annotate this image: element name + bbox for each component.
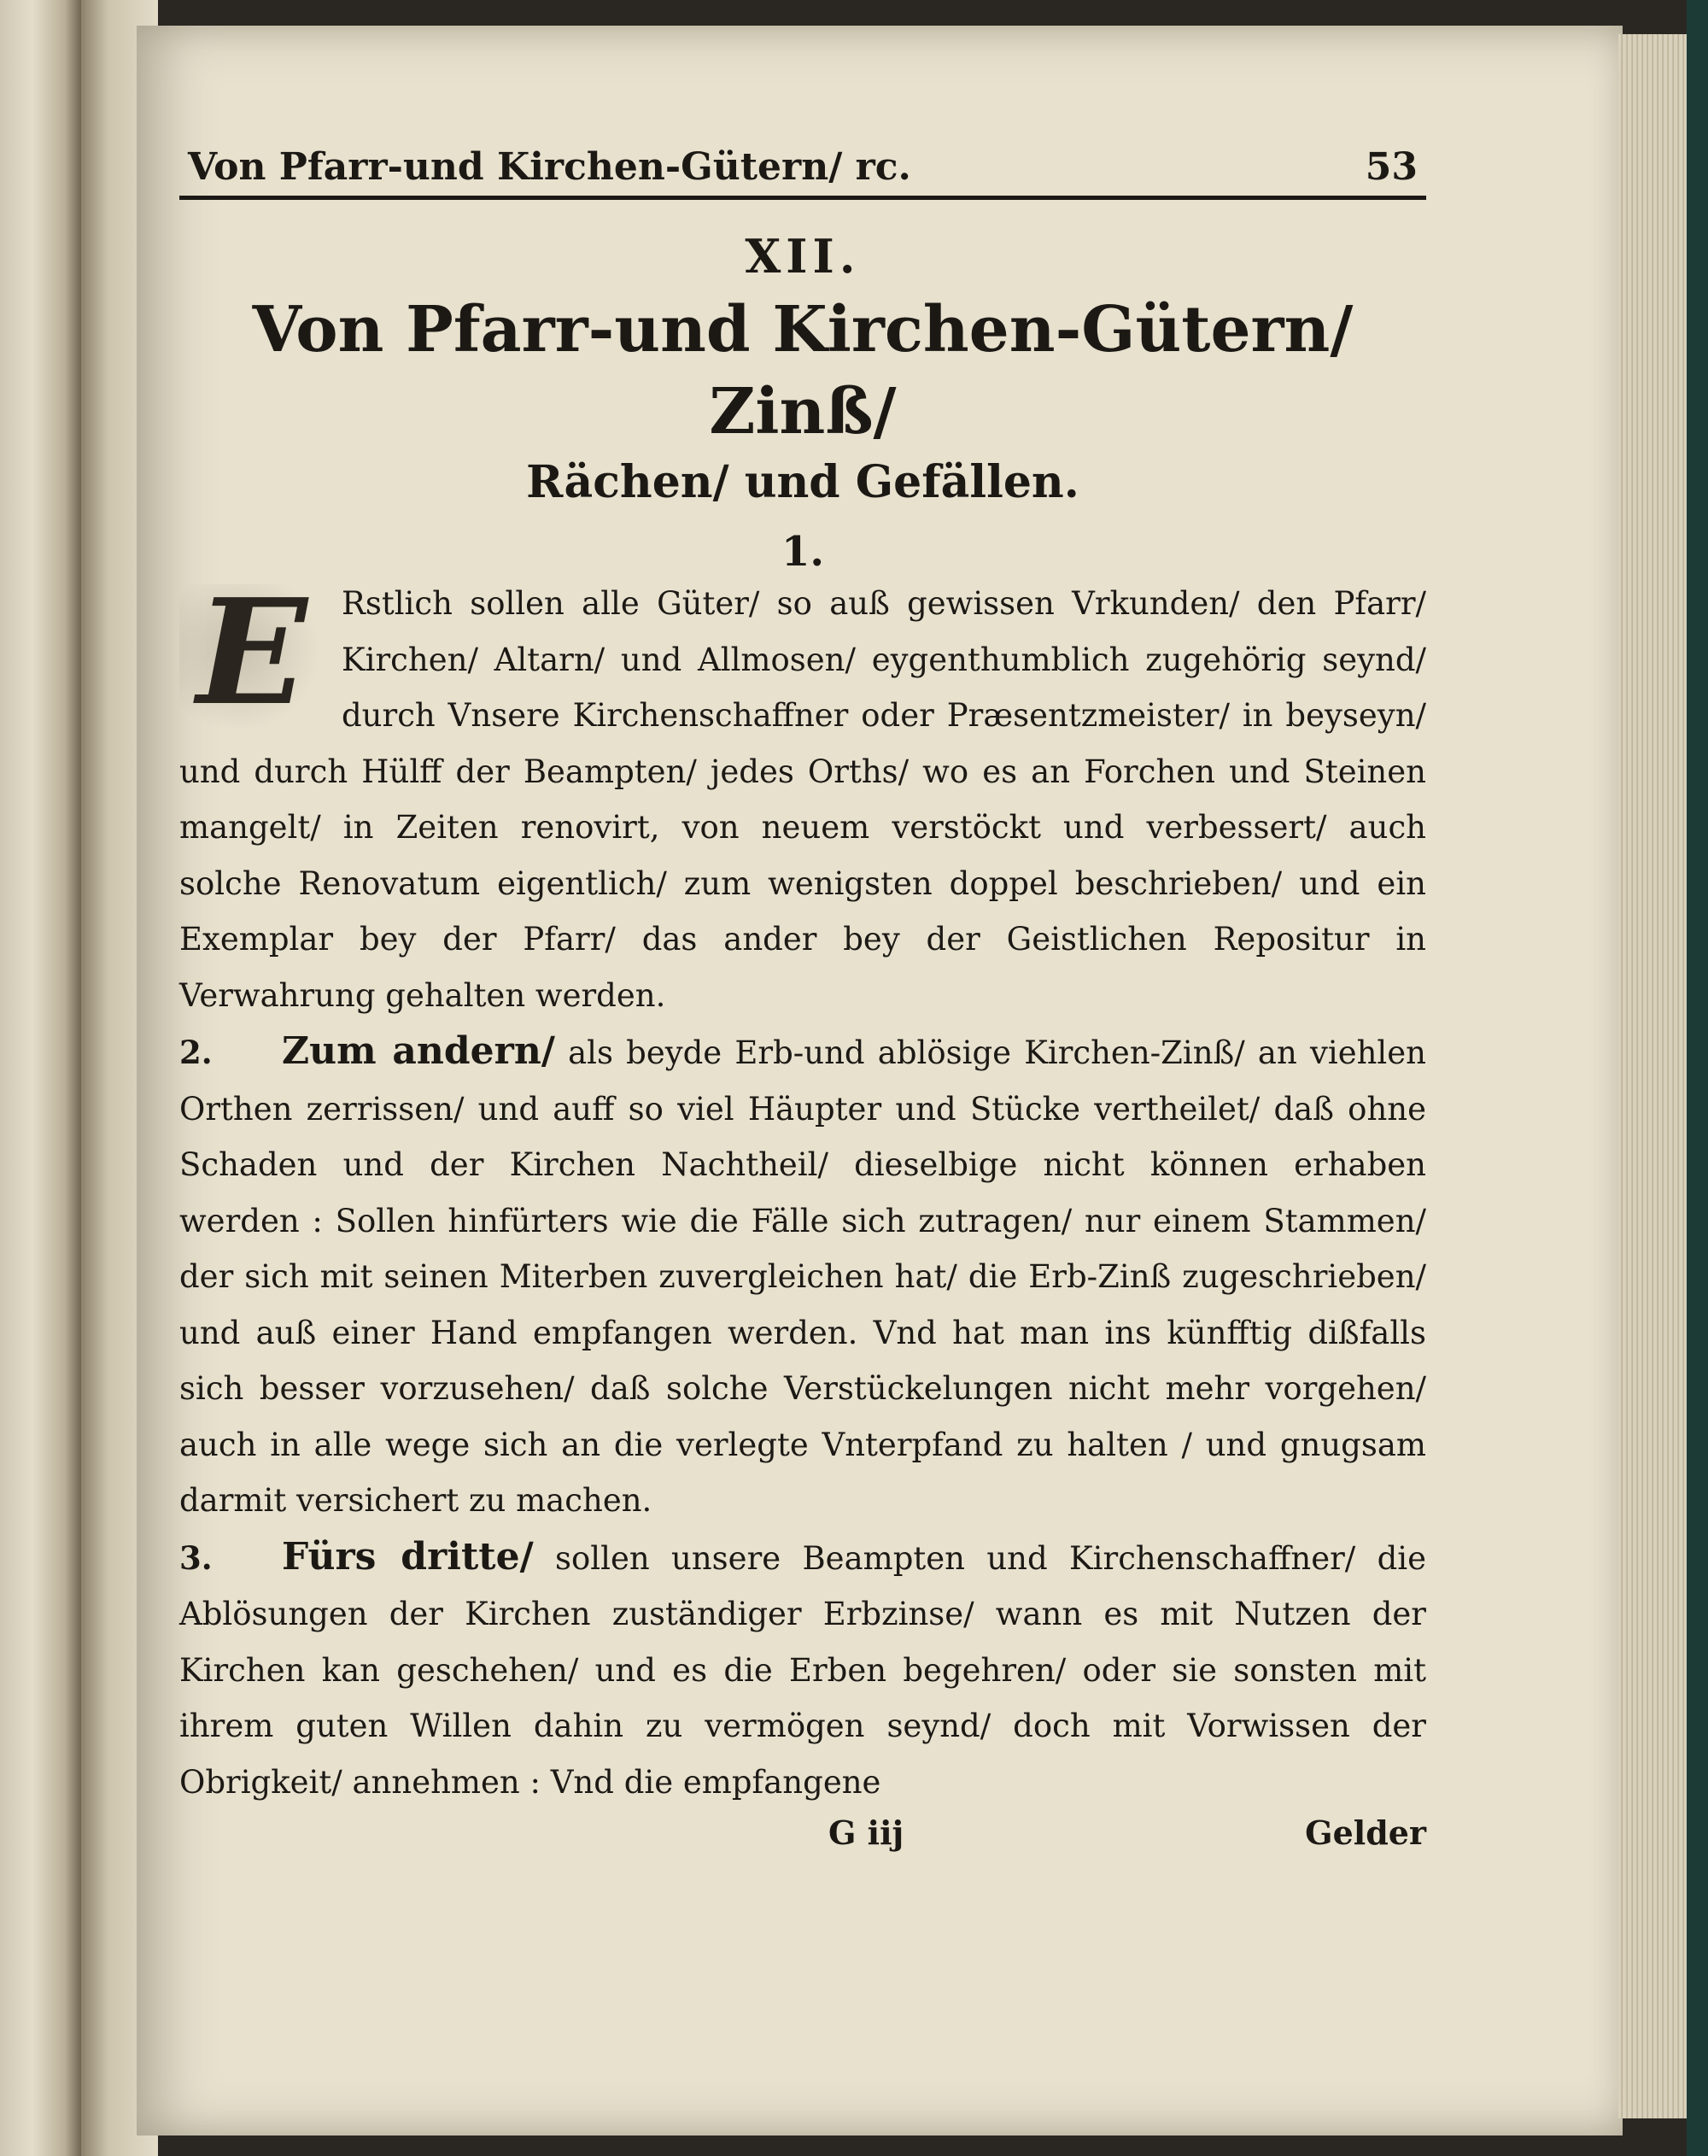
chapter-subtitle: Rächen/ und Gefällen. [526, 456, 1079, 508]
section-3-lead: Fürs dritte/ [282, 1534, 534, 1579]
signature-mark: G iij [828, 1813, 904, 1852]
catchword: Gelder [1305, 1813, 1426, 1852]
chapter-title: Von Pfarr-und Kirchen-Gütern/ Zinß/ [252, 293, 1354, 448]
section-2-paragraph [179, 1023, 1426, 1529]
running-head-title: Von Pfarr-und Kirchen-Gütern/ rc. [188, 145, 911, 189]
running-head [179, 145, 1426, 200]
section-1-paragraph [179, 567, 1426, 1023]
section-3-text: sollen unsere Beampten und Kirchenschaffner/ die Ablösungen der Kirchen zuständiger Erbzinse/ wann es mit Nutzen der Kirchen kan geschehen/ und es die Erben begehren/ oder sie sonsten mit ihrem guten Willen dahin zu vermögen seynd/ doch mit Vorwissen der Obrigkeit/ annehmen : Vnd die empfangene [179, 1539, 1426, 1801]
section-2-lead: Zum andern/ [282, 1029, 555, 1073]
section-number-3: 3. [179, 1538, 213, 1577]
section-number-2: 2. [179, 1034, 213, 1071]
page-footer [179, 1813, 1426, 1852]
chapter-number: XII. [745, 229, 861, 284]
decorated-initial: E [179, 584, 325, 729]
left-page-edge [0, 0, 81, 2156]
page-content [179, 145, 1426, 1852]
book-cover [1687, 0, 1708, 2156]
section-3-paragraph [179, 1529, 1426, 1811]
section-1-text: Rstlich sollen alle Güter/ so auß gewissen Vrkunden/ den Pfarr/ Kirchen/ Altarn/ und Allmosen/ eygenthumblich zugehörig seynd/ durch Vnsere Kirchenschaffner oder Præsentzmeister/ in beyseyn/ und durch Hülff der Beampten/ jedes Orths/ wo es an Forchen und Steinen mangelt/ in Zeiten renovirt, von neuem verstöckt und verbessert/ auch solche Renovatum eigentlich/ zum wenigsten doppel beschrieben/ und ein Exemplar bey der Pfarr/ das ander bey der Geistlichen Repositur in Verwahrung gehalten werden. [179, 585, 1426, 1014]
section-2-text: als beyde Erb-und ablösige Kirchen-Zinß/ an viehlen Orthen zerrissen/ und auff so viel Häupter und Stücke vertheilet/ daß ohne Schaden und der Kirchen Nachtheil/ dieselbige nicht können erhaben werden : Sollen hinfürters wie die Fälle sich zutragen/ nur einem Stammen/ der sich mit seinen Miterben zuvergleichen hat/ die Erb-Zinß zugeschrieben/ und auß einer Hand empfangen werden. Vnd hat man ins künfftig dißfalls sich besser vorzusehen/ daß solche Verstückelungen nicht mehr vorgehen/ auch in alle wege sich an die verlegte Vnterpfand zu halten / und gnugsam darmit versichert zu machen. [179, 1034, 1426, 1519]
page-fore-edge [1618, 34, 1692, 2118]
section-number-1: 1. [781, 528, 825, 576]
page-number: 53 [1365, 145, 1418, 189]
